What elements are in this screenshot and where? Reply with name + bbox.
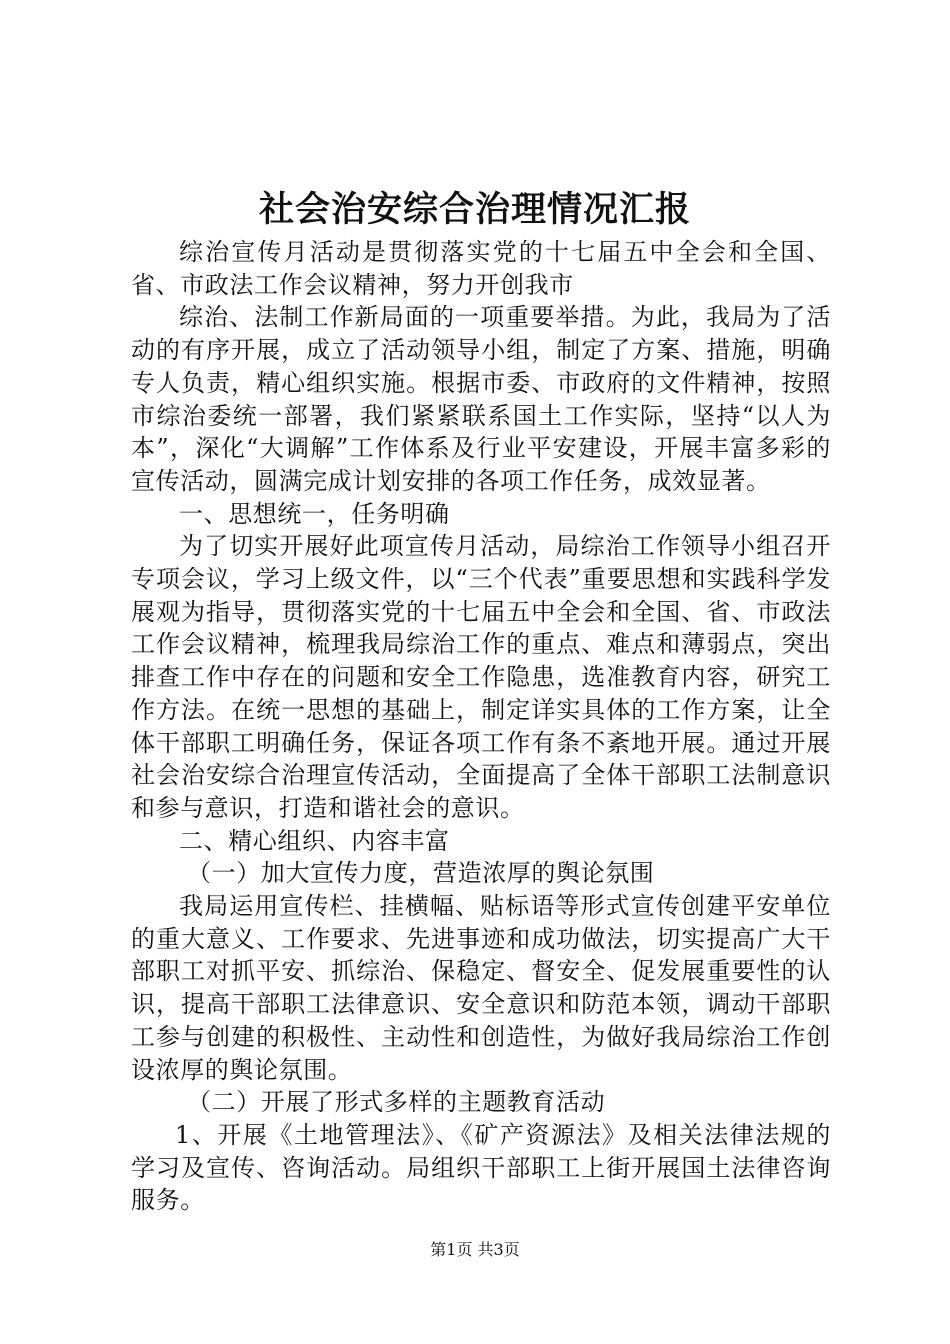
document-body — [131, 236, 831, 1217]
section-heading-2: 二、精心组织、内容丰富 — [179, 826, 450, 855]
paragraph-section-1: 为了切实开展好此项宣传月活动，局综治工作领导小组召开专项会议，学习上级文件，以“三个代表”重要思想和实践科学发展观为指导，贯彻落实党的十七届五中全会和全国、省、市政法工作会议精神，梳理我局综治工作的重点、难点和薄弱点，突出排查工作中存在的问题和安全工作隐患，选准教育内容，研究工作方法。在统一思想的基础上，制定详实具体的工作方案，让全体干部职工明确任务，保证各项工作有条不紊地开展。通过开展社会治安综合治理宣传活动，全面提高了全体干部职工法制意识和参与意识，打造和谐社会的意识。 — [131, 532, 831, 822]
subsection-heading-2: （二）开展了形式多样的主题教育活动 — [187, 1088, 606, 1117]
document-title: 社会治安综合治理情况汇报 — [258, 189, 691, 230]
paragraph-item-1: 1、开展《土地管理法》、《矿产资源法》及相关法律法规的学习及宣传、咨询活动。局组织干部职工上街开展国土法律咨询服务。 — [131, 1120, 831, 1215]
page-footer: 第1页 共3页 — [430, 1240, 520, 1259]
subsection-heading-1: （一）加大宣传力度，营造浓厚的舆论氛围 — [187, 859, 655, 888]
paragraph-intro: 综治宣传月活动是贯彻落实党的十七届五中全会和全国、省、市政法工作会议精神，努力开创我市 — [131, 238, 831, 299]
paragraph-subsection-1: 我局运用宣传栏、挂横幅、贴标语等形式宣传创建平安单位的重大意义、工作要求、先进事迹和成功做法，切实提高广大干部职工对抓平安、抓综治、保稳定、督安全、促发展重要性的认识，提高干部职工法律意识、安全意识和防范本领，调动干部职工参与创建的积极性、主动性和创造性，为做好我局综治工作创设浓厚的舆论氛围。 — [131, 892, 831, 1084]
section-heading-1: 一、思想统一，任务明确 — [179, 499, 450, 528]
paragraph-intro-continued: 综治、法制工作新局面的一项重要举措。为此，我局为了活动的有序开展，成立了活动领导小组，制定了方案、措施，明确专人负责，精心组织实施。根据市委、市政府的文件精神，按照市综治委统一部署，我们紧紧联系国土工作实际，坚持“以人为本”，深化“大调解”工作体系及行业平安建设，开展丰富多彩的宣传活动，圆满完成计划安排的各项工作任务，成效显著。 — [131, 303, 831, 495]
